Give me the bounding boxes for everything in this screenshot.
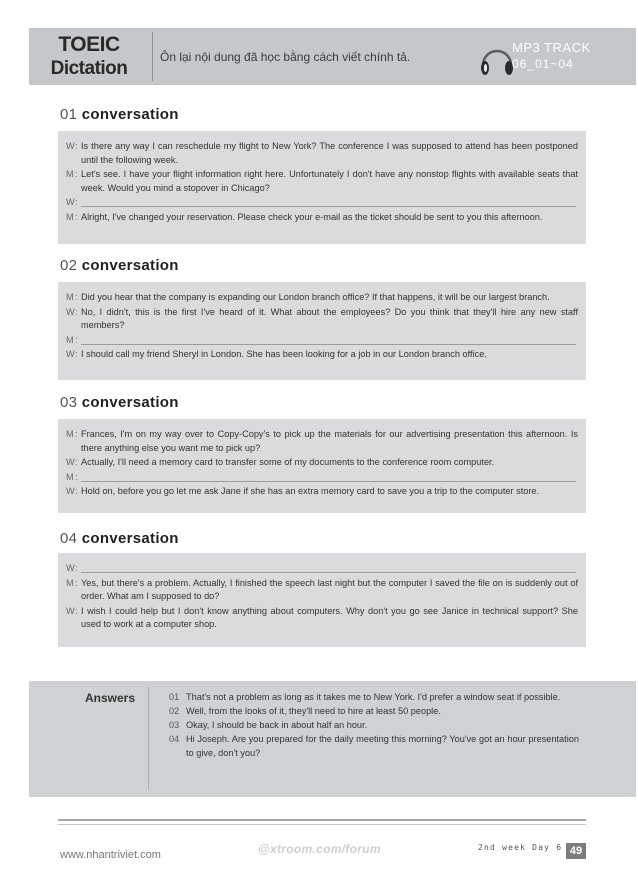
conversation-03-box [58,419,586,513]
answers-divider [148,687,149,789]
brand-title-bottom: Dictation [50,58,128,79]
header-bar [29,28,636,85]
footer-rule [58,819,586,821]
dialogue-line-blank: M : [66,471,578,485]
brand-title-top: TOEIC [58,33,120,56]
dialogue-text: Is there any way I can reschedule my flight to New York? The conference I was supposed to attend has been postponed until the following week. [81,141,578,165]
dialogue-line: M : Yes, but there's a problem. Actually, I finished the speech last night but the computer I saved the file on is suddenly out of order. What am I supposed to do? [66,577,578,604]
dictation-blank[interactable] [81,334,576,345]
dialogue-text: Actually, I'll need a memory card to transfer some of my documents to the conference room computer. [81,457,495,467]
conversation-number: 02 [60,257,78,274]
speaker-label: W [66,306,75,317]
dialogue-line: M : Frances, I'm on my way over to Copy-Copy's to pick up the materials for our advertising presentation this afternoon. Is there anything else you want me to pick up? [66,428,578,455]
conversation-04-title [60,530,179,547]
dialogue-line: W : No, I didn't, this is the first I've heard of it. What about the employees? Do you think that they'll hire any new staff members? [66,306,578,333]
speaker-label: W [66,563,75,573]
conversation-02-title [60,257,179,274]
headphones-icon [477,41,517,79]
speaker-label: W [66,349,75,359]
speaker-label: W [66,197,75,207]
speaker-label: M [66,429,74,439]
answer-item [169,690,579,704]
answer-item [169,718,579,732]
answer-number: 03 [169,720,180,730]
dialogue-text: No, I didn't, this is the first I've heard of it. What about the employees? Do you think that they'll hire any new staff members? [81,306,578,330]
answer-text: Hi Joseph. Are you prepared for the daily meeting this morning? You've got an hour presentation to give, don't you? [186,734,579,758]
mp3-track-label [512,40,591,72]
answer-item [169,704,579,718]
answer-text: That's not a problem as long as it takes me to New York. I'd prefer a window seat if possible. [186,692,561,702]
speaker-label: W [66,141,75,151]
header-divider [152,32,153,81]
footer-rule-thin [58,824,586,825]
answers-list [169,690,579,760]
conversation-number: 01 [60,106,78,123]
dialogue-text: Frances, I'm on my way over to Copy-Copy's to pick up the materials for our advertising presentation this afternoon. Is there anything else you want me to pick up? [81,429,578,453]
speaker-label: M [66,211,74,222]
dialogue-line: M : Did you hear that the company is expanding our London branch office? If that happens, it will be our largest branch. [66,291,578,305]
conversation-01-box [58,131,586,244]
answer-item [169,732,579,760]
answer-number: 04 [169,734,180,744]
conversation-02-box [58,282,586,380]
conversation-heading: conversation [81,257,179,274]
answer-text: Well, from the looks of it, they'll need to hire at least 50 people. [186,706,441,716]
dialogue-text: Hold on, before you go let me ask Jane if she has an extra memory card to save you a trip to the computer store. [81,486,540,496]
dialogue-text: I wish I could help but I don't know anything about computers. Why don't you go see Janice in technical support? She used to work at a computer shop. [81,605,578,629]
conversation-heading: conversation [81,530,179,547]
dialogue-line: W : Is there any way I can reschedule my flight to New York? The conference I was supposed to attend has been postponed until the following week. [66,140,578,167]
dialogue-line: M : Let's see. I have your flight information right here. Unfortunately I don't have any nonstop flights with available seats that week. Would you mind a stopover in Chicago? [66,168,578,195]
speaker-label: M [66,577,74,588]
dialogue-text: Yes, but there's a problem. Actually, I finished the speech last night but the computer I saved the file on is suddenly out of order. What am I supposed to do? [81,577,578,601]
speaker-label: M [66,169,74,179]
speaker-label: W [66,457,75,467]
conversation-03-title [60,394,179,411]
dialogue-line: W : I wish I could help but I don't know anything about computers. Why don't you go see Janice in technical support? She used to work at a computer shop. [66,605,578,632]
dialogue-line-blank: W : [66,562,578,576]
dialogue-text: Let's see. I have your flight information right here. Unfortunately I don't have any nonstop flights with available seats that week. Would you mind a stopover in Chicago? [81,169,578,193]
conversation-01-title [60,106,179,123]
footer-url[interactable]: www.nhantriviet.com [60,849,161,861]
answer-number: 02 [169,706,180,716]
speaker-label: M [66,334,74,345]
speaker-label: M [66,471,74,482]
answer-text: Okay, I should be back in about half an hour. [186,720,368,730]
footer-watermark: @xtroom.com/forum [258,842,381,856]
conversation-number: 03 [60,394,78,411]
instruction-text: Ôn lại nội dung đã học bằng cách viết chính tả. [160,50,411,64]
dialogue-line: W : I should call my friend Sheryl in London. She has been looking for a job in our London branch office. [66,348,578,362]
footer-week-day: 2nd week Day 6 [478,843,563,852]
conversation-number: 04 [60,530,78,547]
speaker-label: M [66,292,74,302]
mp3-track-title: MP3 TRACK [512,40,591,55]
speaker-label: W [66,486,75,496]
dialogue-text: I should call my friend Sheryl in London. She has been looking for a job in our London branch office. [81,349,487,359]
dialogue-line: W : Actually, I'll need a memory card to transfer some of my documents to the conference room computer. [66,456,578,470]
dialogue-text: Alright, I've changed your reservation. Please check your e-mail as the ticket should be sent to you this afternoon. [81,211,543,222]
dictation-blank[interactable] [81,471,576,482]
dialogue-line: M : Alright, I've changed your reservation. Please check your e-mail as the ticket should be sent to you this afternoon. [66,211,578,225]
dialogue-line: W : Hold on, before you go let me ask Jane if she has an extra memory card to save you a trip to the computer store. [66,485,578,499]
brand-logo [29,28,149,85]
answer-number: 01 [169,692,180,702]
dictation-blank[interactable] [81,196,576,207]
dialogue-line-blank: M : [66,334,578,348]
conversation-heading: conversation [81,106,179,123]
answers-panel [29,681,636,797]
dictation-blank[interactable] [81,562,576,573]
dialogue-line-blank: W : [66,196,578,210]
speaker-label: W [66,605,75,616]
answers-label: Answers [85,691,136,705]
mp3-track-range: 06_01~04 [512,57,574,71]
page-number: 49 [566,843,586,859]
conversation-heading: conversation [81,394,179,411]
conversation-04-box [58,553,586,647]
dialogue-text: Did you hear that the company is expanding our London branch office? If that happens, it will be our largest branch. [81,292,550,302]
